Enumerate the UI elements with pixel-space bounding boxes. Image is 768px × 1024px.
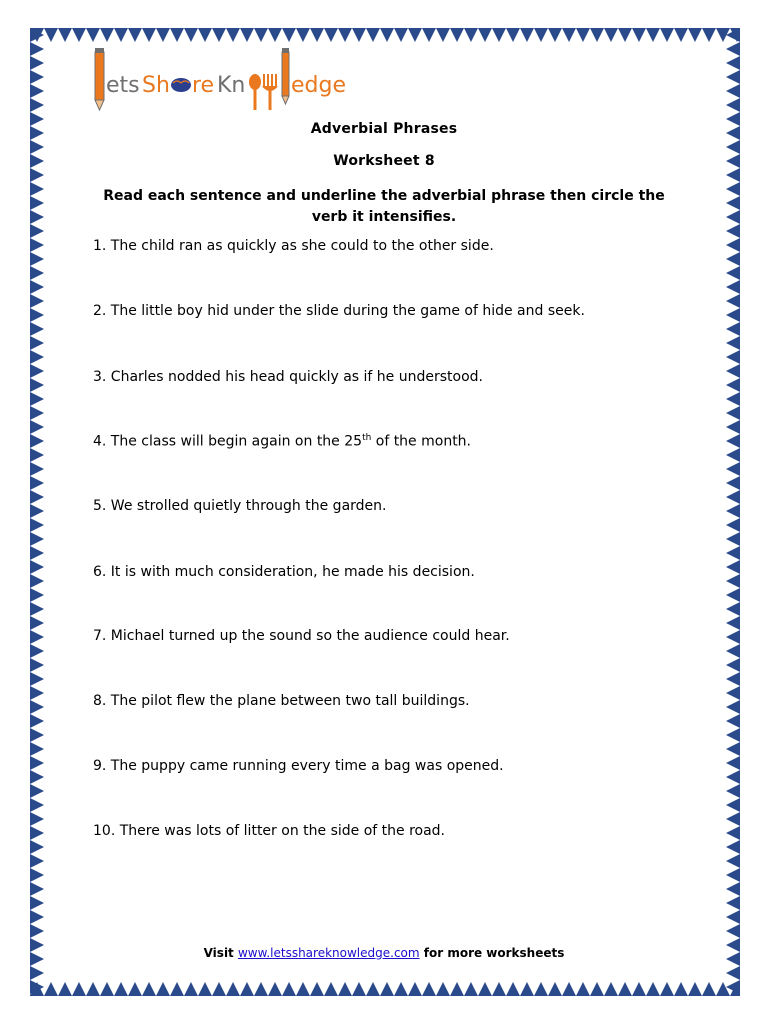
footer bbox=[0, 946, 768, 960]
worksheet-subtitle: Worksheet 8 bbox=[333, 153, 435, 169]
question-9: 9. The puppy came running every time a bag was opened. bbox=[93, 758, 504, 774]
fork-icon bbox=[263, 74, 277, 110]
worksheet-title: Adverbial Phrases bbox=[310, 121, 458, 137]
question-8: 8. The pilot flew the plane between two tall buildings. bbox=[93, 693, 470, 709]
svg-text:Kn: Kn bbox=[217, 73, 246, 98]
border-left bbox=[30, 28, 46, 996]
question-5: 5. We strolled quietly through the garden. bbox=[93, 498, 387, 514]
question-7: 7. Michael turned up the sound so the audience could hear. bbox=[93, 628, 510, 644]
letsshareknowledge-logo bbox=[92, 46, 352, 116]
border-bottom bbox=[30, 980, 740, 996]
question-4-text: 4. The class will begin again on the 25 bbox=[93, 433, 363, 450]
brain-icon bbox=[171, 78, 191, 92]
svg-text:edge: edge bbox=[291, 73, 346, 98]
pencil-small-icon bbox=[282, 48, 289, 104]
instructions: Read each sentence and underline the adverbial phrase then circle the verb it intensifies. bbox=[103, 188, 665, 225]
footer-prefix: Visit bbox=[203, 946, 234, 960]
question-3: 3. Charles nodded his head quickly as if he understood. bbox=[93, 369, 483, 385]
website-link[interactable]: www.letsshareknowledge.com bbox=[237, 946, 420, 960]
question-2: 2. The little boy hid under the slide during the game of hide and seek. bbox=[93, 303, 585, 319]
pencil-icon bbox=[95, 48, 104, 110]
question-4-text-end: of the month. bbox=[371, 433, 472, 450]
svg-text:ets: ets bbox=[106, 73, 140, 98]
question-4-superscript: th bbox=[362, 433, 372, 443]
spoon-icon bbox=[249, 74, 261, 110]
question-6: 6. It is with much consideration, he made his decision. bbox=[93, 564, 475, 580]
question-1: 1. The child ran as quickly as she could to the other side. bbox=[93, 238, 494, 254]
svg-text:re: re bbox=[192, 73, 215, 98]
border-top bbox=[30, 28, 740, 44]
footer-suffix: for more worksheets bbox=[423, 946, 565, 960]
border-right bbox=[724, 28, 740, 996]
svg-text:Sh: Sh bbox=[142, 73, 170, 98]
question-10: 10. There was lots of litter on the side of the road. bbox=[93, 823, 445, 839]
question-4 bbox=[93, 433, 471, 450]
